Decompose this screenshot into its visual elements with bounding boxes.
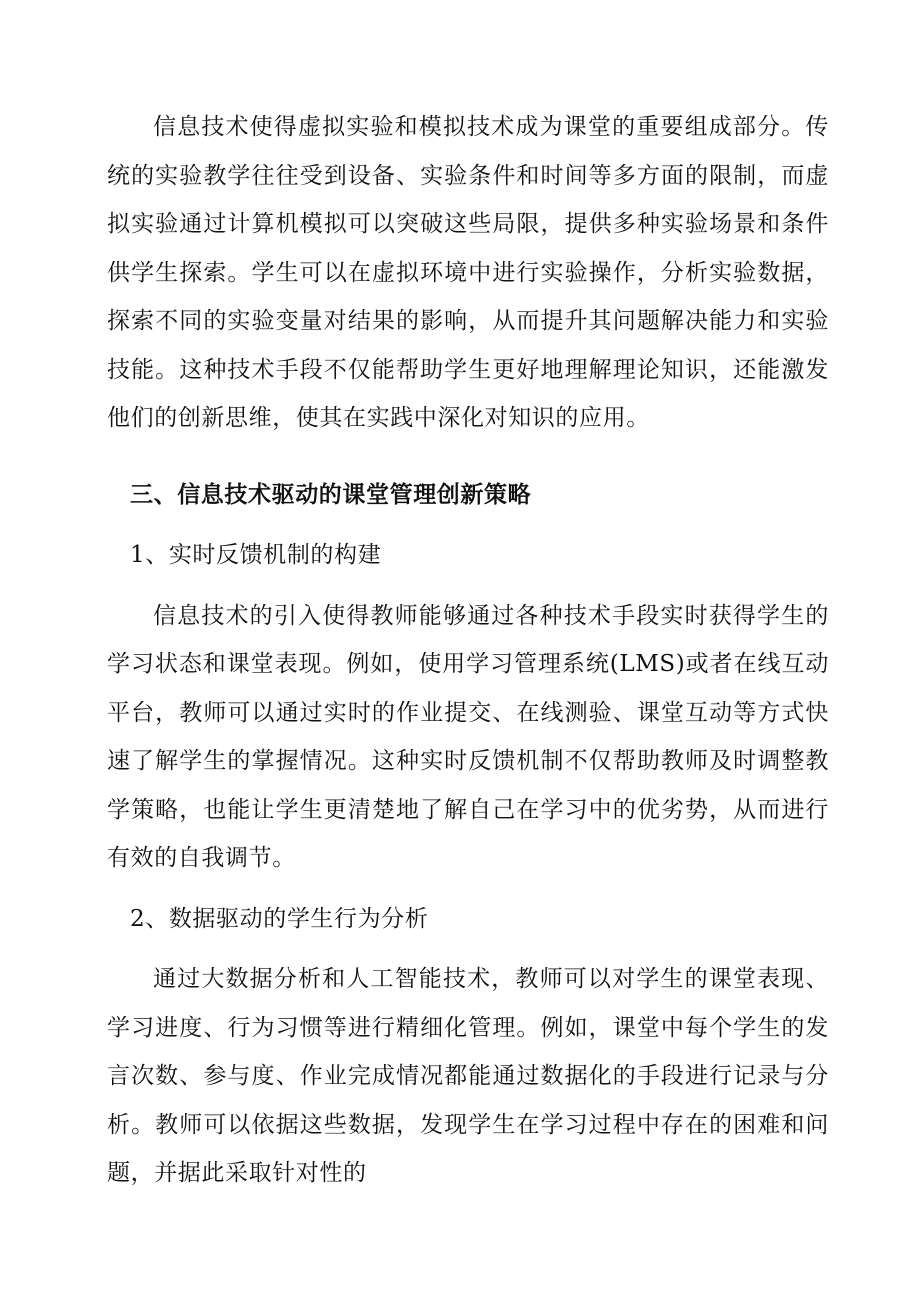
section-heading: 三、信息技术驱动的课堂管理创新策略 [130, 480, 532, 508]
document-body [107, 103, 829, 1198]
paragraph-spacer [107, 883, 829, 895]
paragraph-spacer [107, 443, 829, 471]
subsection-heading-data-analysis: 2、数据驱动的学生行为分析 [130, 905, 429, 932]
paragraph-spacer [107, 519, 829, 531]
paragraph-virtual-experiments: 信息技术使得虚拟实验和模拟技术成为课堂的重要组成部分。传统的实验教学往往受到设备、实验条件和时间等多方面的限制，而虚拟实验通过计算机模拟可以突破这些局限，提供多种实验场景和条件供学生探索。学生可以在虚拟环境中进行实验操作，分析实验数据，探索不同的实验变量对结果的影响，从而提升其问题解决能力和实验技能。这种技术手段不仅能帮助学生更好地理解理论知识，还能激发他们的创新思维，使其在实践中深化对知识的应用。 [107, 114, 829, 431]
paragraph-spacer [107, 943, 829, 955]
paragraph-spacer [107, 580, 829, 592]
paragraph-realtime-feedback: 信息技术的引入使得教师能够通过各种技术手段实时获得学生的学习状态和课堂表现。例如，使用学习管理系统(LMS)或者在线互动平台，教师可以通过实时的作业提交、在线测验、课堂互动等方式快速了解学生的掌握情况。这种实时反馈机制不仅帮助教师及时调整教学策略，也能让学生更清楚地了解自己在学习中的优劣势，从而进行有效的自我调节。 [107, 602, 829, 871]
subsection-heading-realtime-feedback: 1、实时反馈机制的构建 [130, 542, 382, 568]
paragraph-data-analysis: 通过大数据分析和人工智能技术，教师可以对学生的课堂表现、学习进度、行为习惯等进行精细化管理。例如，课堂中每个学生的发言次数、参与度、作业完成情况都能通过数据化的手段进行记录与分析。教师可以依据这些数据，发现学生在学习过程中存在的困难和问题，并据此采取针对性的 [107, 966, 829, 1186]
